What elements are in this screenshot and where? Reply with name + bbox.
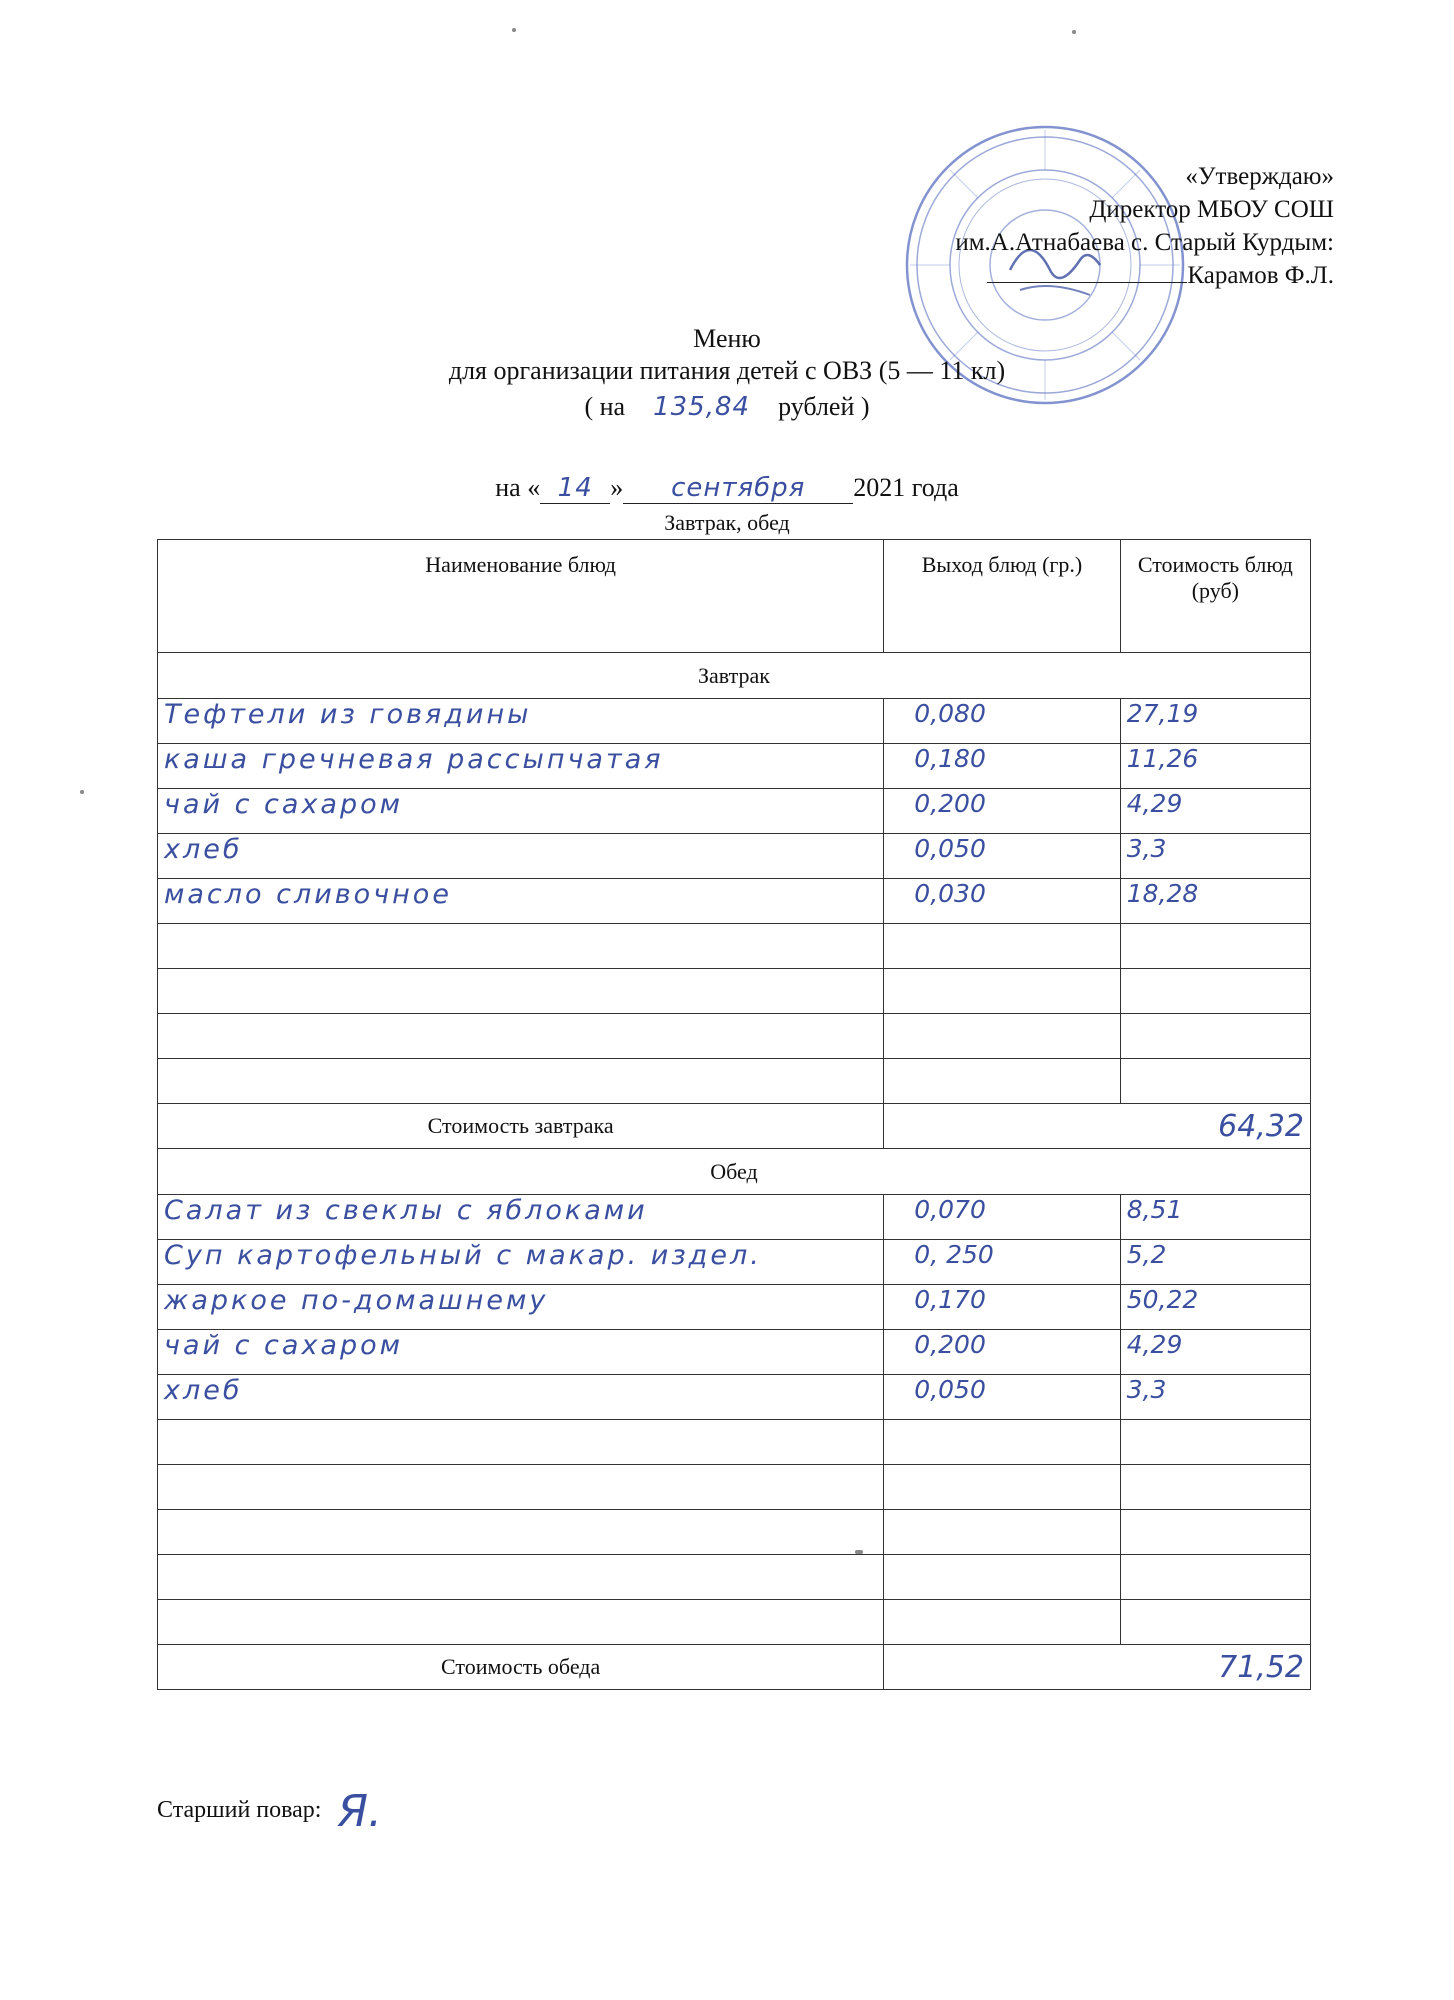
lunch-total-cell (884, 1645, 1311, 1690)
table-row (158, 1285, 1311, 1330)
lunch-total-label: Стоимость обеда (158, 1645, 884, 1690)
cost-cell (1120, 1059, 1310, 1104)
table-row (158, 969, 1311, 1014)
dish-cell (158, 744, 884, 789)
weight-cell (884, 1059, 1120, 1104)
date-year: 2021 года (853, 473, 959, 502)
cost-cell (1120, 1014, 1310, 1059)
cost-cell (1120, 834, 1310, 879)
meal-subheading: Завтрак, обед (664, 510, 790, 535)
weight-cell (884, 834, 1120, 879)
lunch-total-row (158, 1645, 1311, 1690)
document-title: Меню (693, 324, 761, 353)
cost-value: 4,29 (1126, 1330, 1183, 1359)
cost-cell (1120, 969, 1310, 1014)
scan-speck (1072, 30, 1076, 34)
cost-cell (1120, 1420, 1310, 1465)
cost-cell (1120, 1510, 1310, 1555)
weight-value: 0,170 (914, 1285, 986, 1314)
dish-value: хлеб (164, 1375, 243, 1406)
dish-value: хлеб (164, 834, 243, 865)
table-row (158, 789, 1311, 834)
weight-value: 0,200 (914, 1330, 986, 1359)
date-prefix: на « (495, 473, 541, 502)
document-subtitle: для организации питания детей с ОВЗ (5 — 11 кл) (448, 356, 1006, 385)
signature-line (987, 282, 1187, 283)
weight-value: 0,070 (914, 1195, 986, 1224)
cost-cell (1120, 924, 1310, 969)
breakfast-total-row (158, 1104, 1311, 1149)
breakfast-section-label: Завтрак (158, 653, 1311, 699)
cost-value: 27,19 (1126, 699, 1199, 728)
dish-value: чай с сахаром (164, 1330, 403, 1361)
cost-value: 50,22 (1126, 1285, 1199, 1314)
weight-value: 0,200 (914, 789, 986, 818)
cost-cell (1120, 1330, 1310, 1375)
scan-speck (80, 790, 84, 794)
weight-cell (884, 1285, 1120, 1330)
weight-cell (884, 969, 1120, 1014)
breakfast-total-label: Стоимость завтрака (158, 1104, 884, 1149)
scan-speck (855, 1550, 863, 1554)
table-row (158, 1330, 1311, 1375)
dish-value: каша гречневая рассыпчатая (164, 744, 664, 775)
weight-cell (884, 1375, 1120, 1420)
table-header-row (158, 540, 1311, 653)
dish-value: Салат из свеклы с яблоками (164, 1195, 648, 1226)
table-row (158, 1014, 1311, 1059)
approval-position: Директор МБОУ СОШ (1089, 196, 1334, 223)
header-weight: Выход блюд (гр.) (884, 540, 1120, 653)
weight-value: 0, 250 (914, 1240, 994, 1269)
weight-cell (884, 1240, 1120, 1285)
menu-table (157, 539, 1311, 1690)
weight-value: 0,080 (914, 699, 986, 728)
weight-cell (884, 1014, 1120, 1059)
dish-cell (158, 1240, 884, 1285)
date-mid: » (610, 473, 624, 502)
weight-cell (884, 1600, 1120, 1645)
cost-cell (1120, 1195, 1310, 1240)
dish-cell (158, 834, 884, 879)
dish-cell (158, 924, 884, 969)
weight-value: 0,050 (914, 834, 986, 863)
table-row (158, 699, 1311, 744)
table-row (158, 879, 1311, 924)
approval-block (814, 160, 1334, 292)
cost-value: 8,51 (1126, 1195, 1183, 1224)
weight-cell (884, 1195, 1120, 1240)
weight-cell (884, 1510, 1120, 1555)
table-row (158, 1059, 1311, 1104)
approval-signatory (814, 259, 1334, 292)
dish-cell (158, 1600, 884, 1645)
dish-cell (158, 1330, 884, 1375)
approval-name: Карамов Ф.Л. (1187, 262, 1334, 289)
dish-value: масло сливочное (164, 879, 452, 910)
table-row (158, 1555, 1311, 1600)
cost-cell (1120, 1240, 1310, 1285)
price-prefix: ( на (584, 392, 626, 421)
dish-cell (158, 1375, 884, 1420)
lunch-section-row (158, 1149, 1311, 1195)
cost-value: 18,28 (1126, 879, 1199, 908)
dish-cell (158, 1555, 884, 1600)
weight-cell (884, 879, 1120, 924)
dish-cell (158, 1510, 884, 1555)
dish-cell (158, 1465, 884, 1510)
breakfast-rows (158, 699, 1311, 1104)
dish-value: Тефтели из говядины (164, 699, 532, 730)
lunch-section-label: Обед (158, 1149, 1311, 1195)
cost-cell (1120, 744, 1310, 789)
dish-value: чай с сахаром (164, 789, 403, 820)
weight-cell (884, 1465, 1120, 1510)
header-cost: Стоимость блюд (руб) (1120, 540, 1310, 653)
table-row (158, 1420, 1311, 1465)
weight-cell (884, 699, 1120, 744)
cost-cell (1120, 1465, 1310, 1510)
price-line (0, 392, 1454, 422)
scan-speck (512, 28, 516, 32)
dish-cell (158, 1420, 884, 1465)
date-month: сентября (623, 473, 853, 504)
table-row (158, 834, 1311, 879)
cost-value: 5,2 (1126, 1240, 1167, 1269)
approval-title: «Утверждаю» (1185, 163, 1334, 190)
table-row (158, 1375, 1311, 1420)
weight-cell (884, 789, 1120, 834)
cost-cell (1120, 1555, 1310, 1600)
weight-value: 0,050 (914, 1375, 986, 1404)
weight-value: 0,030 (914, 879, 986, 908)
table-row (158, 1600, 1311, 1645)
cost-value: 4,29 (1126, 789, 1183, 818)
table-row (158, 1465, 1311, 1510)
dish-cell (158, 969, 884, 1014)
weight-cell (884, 924, 1120, 969)
cost-value: 3,3 (1126, 1375, 1167, 1404)
senior-cook-label: Старший повар: (157, 1797, 322, 1824)
table-row (158, 1240, 1311, 1285)
dish-cell (158, 1014, 884, 1059)
dish-value: жаркое по-домашнему (164, 1285, 549, 1316)
dish-cell (158, 1195, 884, 1240)
dish-value: Суп картофельный с макар. издел. (164, 1240, 762, 1271)
weight-cell (884, 1555, 1120, 1600)
date-day: 14 (540, 473, 610, 504)
weight-value: 0,180 (914, 744, 986, 773)
cost-value: 3,3 (1126, 834, 1167, 863)
dish-cell (158, 1059, 884, 1104)
dish-cell (158, 699, 884, 744)
dish-cell (158, 1285, 884, 1330)
table-row (158, 744, 1311, 789)
date-line (0, 473, 1454, 504)
cost-cell (1120, 699, 1310, 744)
breakfast-total-value: 64,32 (1218, 1108, 1304, 1144)
table-row (158, 1510, 1311, 1555)
table-row (158, 924, 1311, 969)
approval-school: им.А.Атнабаева с. Старый Курдым: (955, 229, 1334, 256)
weight-cell (884, 1420, 1120, 1465)
weight-cell (884, 1330, 1120, 1375)
cost-cell (1120, 1285, 1310, 1330)
price-suffix: рублей ) (778, 392, 870, 421)
lunch-rows (158, 1195, 1311, 1645)
senior-cook-signature: Я. (337, 1786, 383, 1837)
table-row (158, 1195, 1311, 1240)
breakfast-section-row (158, 653, 1311, 699)
breakfast-total-cell (884, 1104, 1311, 1149)
senior-cook-line (157, 1786, 382, 1837)
dish-cell (158, 879, 884, 924)
header-dish: Наименование блюд (158, 540, 884, 653)
lunch-total-value: 71,52 (1218, 1649, 1304, 1685)
weight-cell (884, 744, 1120, 789)
cost-cell (1120, 1375, 1310, 1420)
cost-cell (1120, 789, 1310, 834)
dish-cell (158, 789, 884, 834)
price-value: 135,84 (653, 392, 751, 422)
cost-cell (1120, 879, 1310, 924)
cost-cell (1120, 1600, 1310, 1645)
cost-value: 11,26 (1126, 744, 1199, 773)
